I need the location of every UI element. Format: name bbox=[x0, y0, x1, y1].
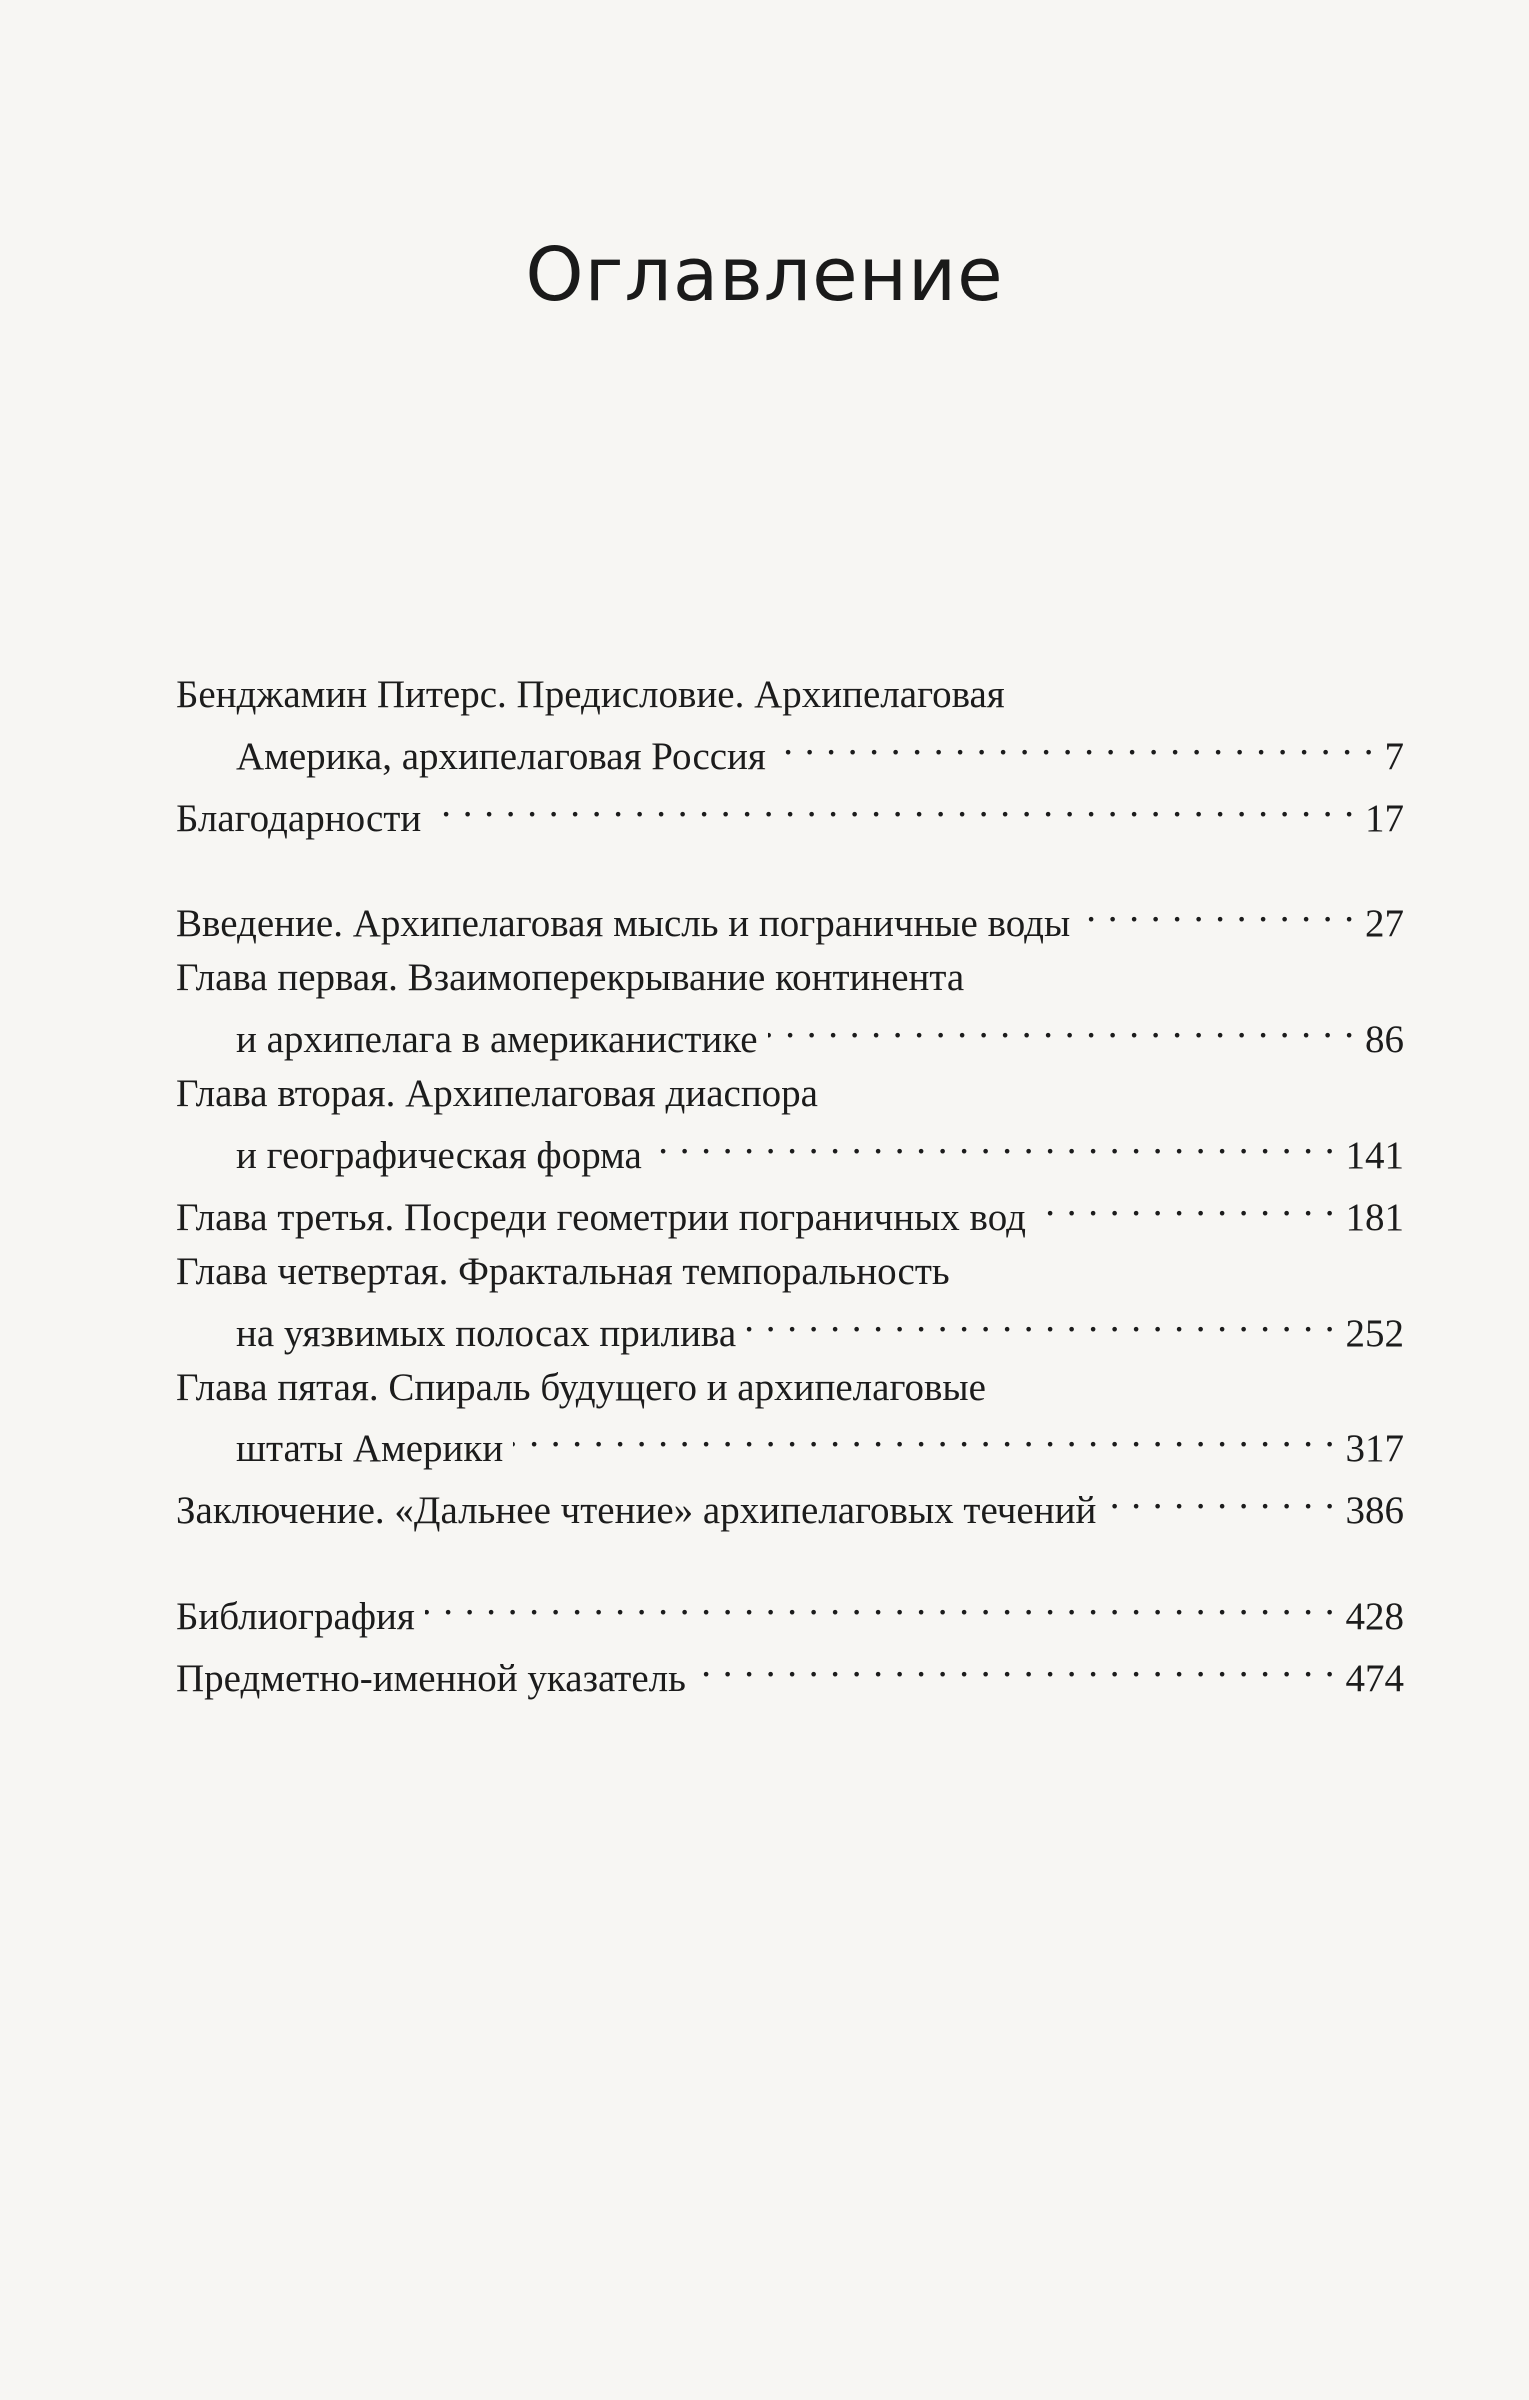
page-title: Оглавление bbox=[525, 232, 1004, 318]
toc-entry-title-line2: на уязвимых полосах прилива bbox=[236, 1311, 737, 1355]
toc-page-number: 181 bbox=[1345, 1195, 1404, 1239]
toc-entry-title-line1: Глава пятая. Спираль будущего и архипелаговые bbox=[176, 1365, 986, 1409]
toc-entry-preface[interactable] bbox=[176, 668, 1404, 784]
toc-entry-title-line1: Глава первая. Взаимоперекрывание континента bbox=[176, 956, 965, 1000]
dot-leader bbox=[1080, 890, 1355, 937]
toc-page-number: 141 bbox=[1345, 1133, 1404, 1177]
toc-entry-chapter-4[interactable] bbox=[176, 1245, 1404, 1361]
toc-entry-chapter-2[interactable] bbox=[176, 1067, 1404, 1183]
dot-leader bbox=[1106, 1476, 1335, 1523]
toc-entry-chapter-3[interactable] bbox=[176, 1183, 1404, 1245]
toc-page-number: 27 bbox=[1365, 902, 1404, 946]
toc-entry-bibliography[interactable] bbox=[176, 1582, 1404, 1644]
dot-leader bbox=[652, 1121, 1336, 1168]
table-of-contents bbox=[176, 668, 1404, 1706]
dot-leader bbox=[513, 1415, 1335, 1462]
toc-entry-title: Глава третья. Посреди геометрии пограничных вод bbox=[176, 1195, 1026, 1239]
toc-page-number: 386 bbox=[1345, 1489, 1404, 1533]
toc-entry-title-line2: и архипелага в американистике bbox=[236, 1018, 758, 1062]
toc-entry-title: Библиография bbox=[176, 1594, 415, 1638]
toc-entry-acknowledgements[interactable] bbox=[176, 784, 1404, 846]
dot-leader bbox=[746, 1299, 1335, 1346]
toc-page-number: 428 bbox=[1345, 1594, 1404, 1638]
toc-page-number: 474 bbox=[1345, 1656, 1404, 1700]
dot-leader bbox=[696, 1644, 1336, 1691]
dot-leader bbox=[431, 784, 1355, 831]
toc-entry-title-line2: штаты Америки bbox=[236, 1427, 504, 1471]
toc-entry-chapter-1[interactable] bbox=[176, 951, 1404, 1067]
toc-page-number: 86 bbox=[1365, 1018, 1404, 1062]
dot-leader bbox=[1036, 1183, 1336, 1230]
toc-entry-title: Благодарности bbox=[176, 796, 422, 840]
toc-page-number: 317 bbox=[1345, 1427, 1404, 1471]
toc-entry-title-line2: и географическая форма bbox=[236, 1133, 642, 1177]
toc-entry-title-line2: Америка, архипелаговая Россия bbox=[236, 734, 766, 778]
dot-leader bbox=[768, 1005, 1355, 1052]
toc-entry-title-line1: Глава вторая. Архипелаговая диаспора bbox=[176, 1072, 818, 1116]
dot-leader bbox=[776, 722, 1375, 769]
toc-entry-title: Заключение. «Дальнее чтение» архипелаговых течений bbox=[176, 1489, 1097, 1533]
toc-entry-title: Предметно-именной указатель bbox=[176, 1656, 686, 1700]
toc-page-number: 17 bbox=[1365, 796, 1404, 840]
toc-entry-title-line1: Глава четвертая. Фрактальная темпоральность bbox=[176, 1249, 950, 1293]
toc-entry-title: Введение. Архипелаговая мысль и пограничные воды bbox=[176, 902, 1071, 946]
toc-page-number: 7 bbox=[1384, 734, 1404, 778]
dot-leader bbox=[425, 1582, 1336, 1629]
toc-entry-chapter-5[interactable] bbox=[176, 1361, 1404, 1477]
toc-entry-title-line1: Бенджамин Питерс. Предисловие. Архипелаговая bbox=[176, 673, 1005, 716]
toc-entry-introduction[interactable] bbox=[176, 890, 1404, 952]
toc-page-number: 252 bbox=[1345, 1311, 1404, 1355]
toc-entry-conclusion[interactable] bbox=[176, 1476, 1404, 1538]
toc-entry-index[interactable] bbox=[176, 1644, 1404, 1706]
